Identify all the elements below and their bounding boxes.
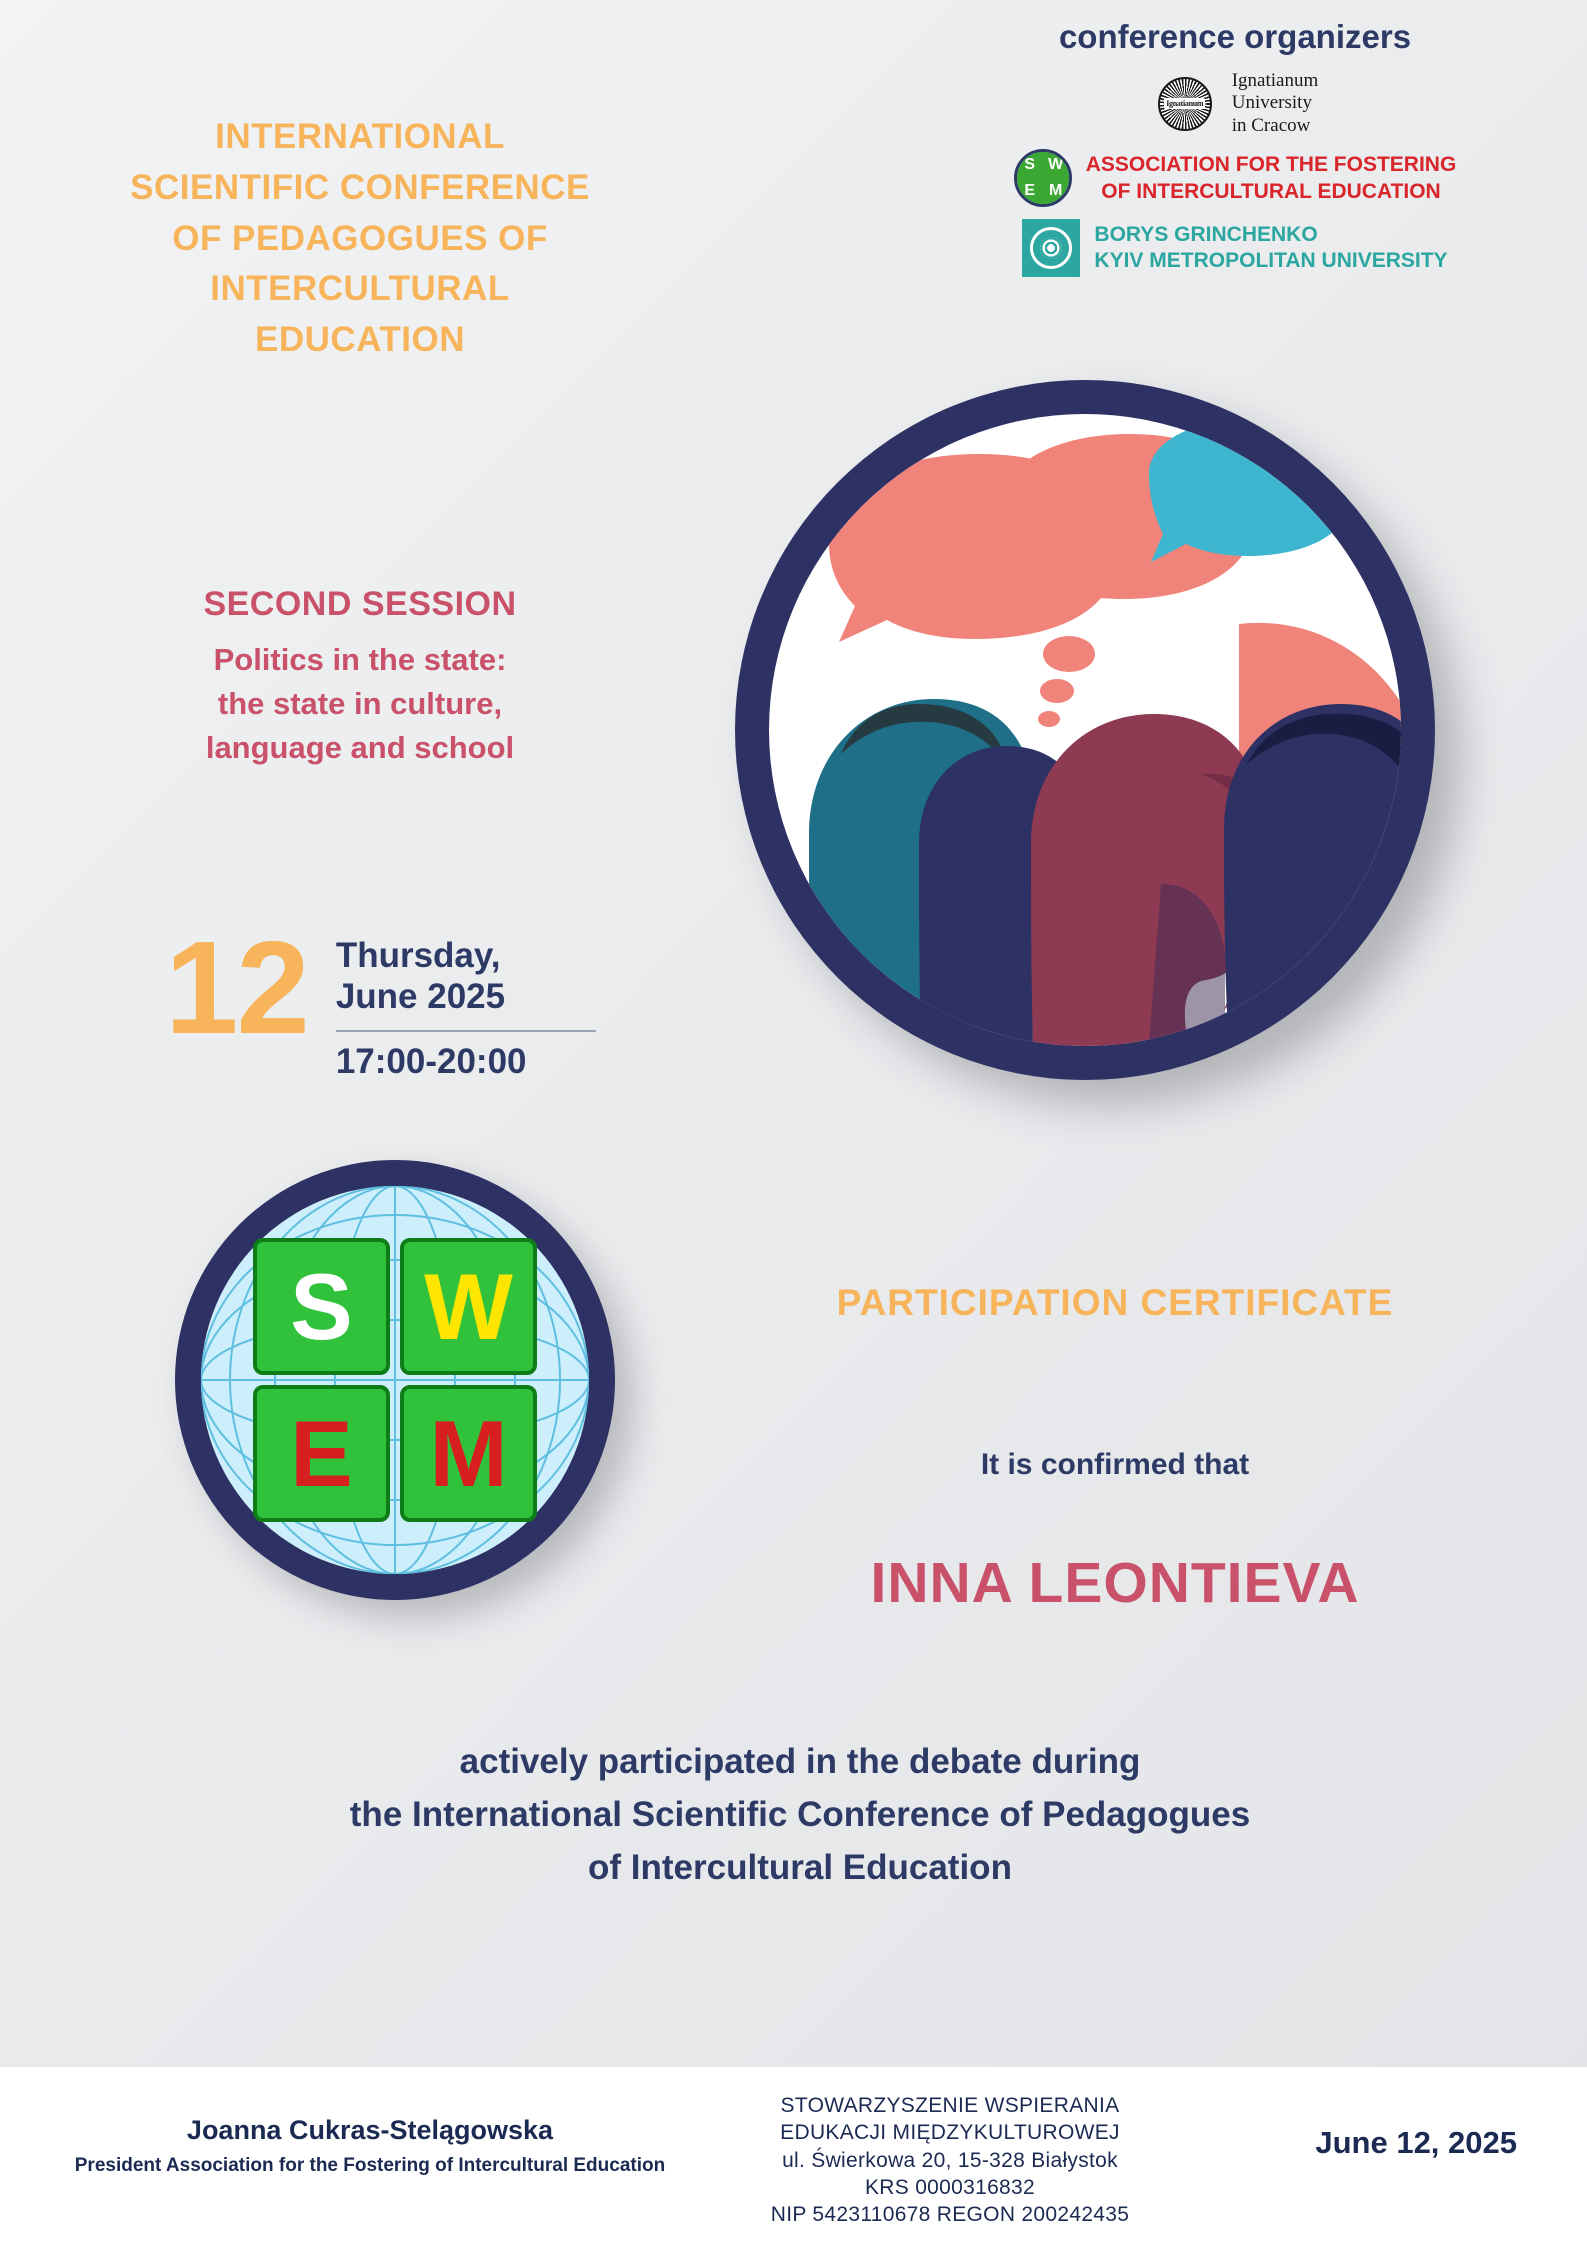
ignatianum-name <box>1232 70 1319 137</box>
signature-name: Joanna Cukras-Stelągowska <box>186 2115 554 2145</box>
grinchenko-name <box>1094 222 1447 275</box>
grinchenko-logo-icon <box>1022 219 1080 277</box>
certificate-confirm-text: It is confirmed that <box>980 1448 1250 1481</box>
swem-small-letter-e: E <box>1017 178 1043 204</box>
ignatianum-line-1: Ignatianum <box>1231 70 1319 91</box>
certificate-body <box>90 1735 1510 1895</box>
stamp-line-3: ul. Świerkowa 20, 15-328 Białystok <box>782 2148 1118 2172</box>
conference-title <box>40 112 680 366</box>
issue-date: June 12, 2025 <box>1315 2125 1517 2160</box>
association-line-2: OF INTERCULTURAL EDUCATION <box>1101 180 1441 204</box>
event-weekday: Thursday, <box>335 936 501 975</box>
organization-stamp <box>740 2092 1160 2228</box>
title-line-4: INTERCULTURAL <box>210 269 510 309</box>
organizers-block <box>925 18 1545 289</box>
stamp-line-1: STOWARZYSZENIE WSPIERANIA <box>780 2094 1120 2117</box>
title-line-5: EDUCATION <box>255 320 465 359</box>
swem-small-letter-w: W <box>1043 152 1069 178</box>
session-subtitle-line-3: language and school <box>205 730 515 766</box>
swem-small-letter-m: M <box>1043 178 1069 204</box>
grinchenko-line-2: KYIV METROPOLITAN UNIVERSITY <box>1094 249 1448 273</box>
stamp-line-4: KRS 0000316832 <box>864 2175 1035 2199</box>
swem-letter-e: E <box>253 1385 390 1522</box>
conference-illustration <box>735 380 1435 1080</box>
session-subtitle-line-1: Politics in the state: <box>213 642 507 677</box>
ignatianum-seal-text: Ignatianum <box>1166 99 1204 109</box>
ignatianum-line-2: University <box>1231 92 1312 114</box>
illustration-canvas <box>769 414 1401 1046</box>
swem-letter-grid <box>253 1238 537 1522</box>
stamp-line-5: NIP 5423110678 REGON 200242435 <box>770 2203 1130 2227</box>
certificate-body-line-2: the International Scientific Conference of Pedagogues <box>349 1795 1251 1835</box>
certificate-body-line-1: actively participated in the debate during <box>459 1742 1141 1781</box>
footer <box>0 2067 1587 2245</box>
association-line-1: ASSOCIATION FOR THE FOSTERING <box>1085 152 1457 176</box>
ignatianum-seal-icon <box>1152 76 1218 132</box>
session-heading: SECOND SESSION <box>203 585 517 623</box>
swem-logo <box>175 1160 615 1600</box>
organizer-ignatianum <box>925 70 1545 137</box>
session-block <box>40 585 680 770</box>
ignatianum-line-3: in Cracow <box>1231 114 1311 136</box>
swem-small-letter-s: S <box>1017 152 1043 178</box>
date-divider <box>336 1030 596 1032</box>
swem-small-logo-icon <box>1014 149 1072 207</box>
organizer-grinchenko <box>925 219 1545 277</box>
association-name <box>1086 151 1457 206</box>
event-date-block <box>165 914 596 1082</box>
swem-letter-m: M <box>400 1385 537 1522</box>
organizer-association <box>925 149 1545 207</box>
session-subtitle-line-2: the state in culture, <box>217 686 503 722</box>
title-line-1: INTERNATIONAL <box>215 117 505 156</box>
swem-letter-w: W <box>400 1238 537 1375</box>
event-time: 17:00-20:00 <box>335 1041 527 1081</box>
event-day-number: 12 <box>165 914 308 1061</box>
title-line-2: SCIENTIFIC CONFERENCE <box>130 167 590 207</box>
certificate-title: PARTICIPATION CERTIFICATE <box>836 1282 1394 1323</box>
swem-letter-s: S <box>253 1238 390 1375</box>
stamp-line-2: EDUKACJI MIĘDZYKULTUROWEJ <box>780 2121 1120 2145</box>
dialogue-heads-illustration-icon <box>769 414 1401 1046</box>
signature-block <box>60 2115 680 2177</box>
certificate-body-line-3: of Intercultural Education <box>588 1848 1012 1888</box>
event-date-details <box>336 925 596 1082</box>
grinchenko-line-1: BORYS GRINCHENKO <box>1094 222 1318 246</box>
event-month-year: June 2025 <box>335 977 506 1017</box>
certificate-recipient-name: INNA LEONTIEVA <box>870 1551 1360 1615</box>
signature-role: President Association for the Fostering of Intercultural Education <box>74 2155 666 2176</box>
title-line-3: OF PEDAGOGUES OF <box>172 218 548 258</box>
organizers-heading: conference organizers <box>1058 18 1412 55</box>
